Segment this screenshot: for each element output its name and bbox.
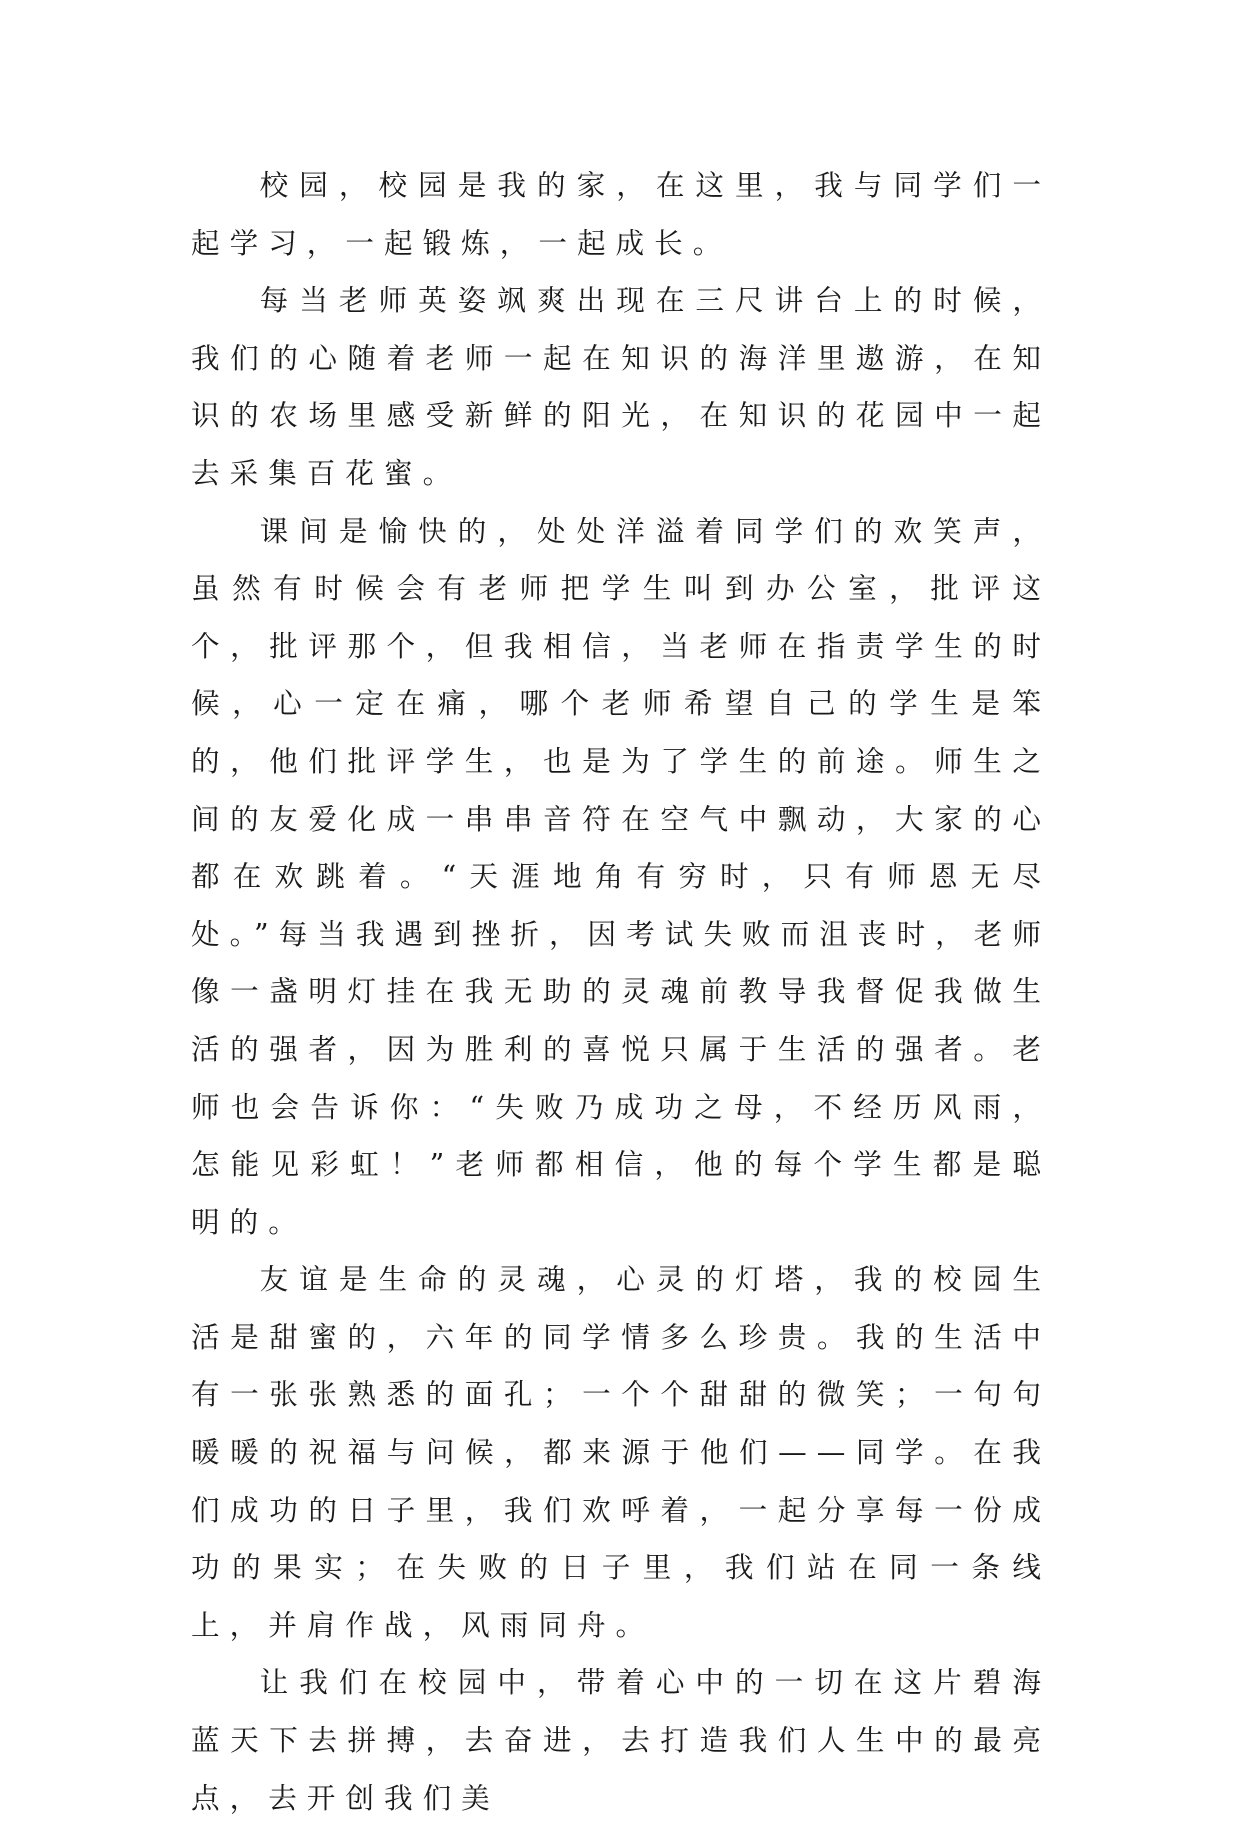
paragraph: 友谊是生命的灵魂，心灵的灯塔，我的校园生活是甜蜜的，六年的同学情多么珍贵。我的生活中有一张张熟悉的面孔；一个个甜甜的微笑；一句句暖暖的祝福与问候，都来源于他们——同学。在我们成功的日子里，我们欢呼着，一起分享每一份成功的果实；在失败的日子里，我们站在同一条线上，并肩作战，风雨同舟。 (191, 1262, 1051, 1642)
paragraph: 课间是愉快的，处处洋溢着同学们的欢笑声，虽然有时候会有老师把学生叫到办公室，批评这个，批评那个，但我相信，当老师在指责学生的时候，心一定在痛，哪个老师希望自己的学生是笨的，他们批评学生，也是为了学生的前途。师生之间的友爱化成一串串音符在空气中飘动，大家的心都在欢跳着。“天涯地角有穷时，只有师恩无尽处。”每当我遇到挫折，因考试失败而沮丧时，老师像一盏明灯挂在我无助的灵魂前教导我督促我做生活的强者，因为胜利的喜悦只属于生活的强者。老师也会告诉你：“失败乃成功之母，不经历风雨，怎能见彩虹！”老师都相信，他的每个学生都是聪明的。 (191, 513, 1051, 1239)
paragraph: 校园，校园是我的家，在这里，我与同学们一起学习，一起锻炼，一起成长。 (191, 168, 1051, 260)
paragraph: 让我们在校园中，带着心中的一切在这片碧海蓝天下去拼搏，去奋进，去打造我们人生中的最亮点，去开创我们美 (191, 1665, 1051, 1815)
paragraph: 每当老师英姿飒爽出现在三尺讲台上的时候，我们的心随着老师一起在知识的海洋里遨游，在知识的农场里感受新鲜的阳光，在知识的花园中一起去采集百花蜜。 (191, 283, 1051, 490)
document-body (191, 157, 1051, 1827)
